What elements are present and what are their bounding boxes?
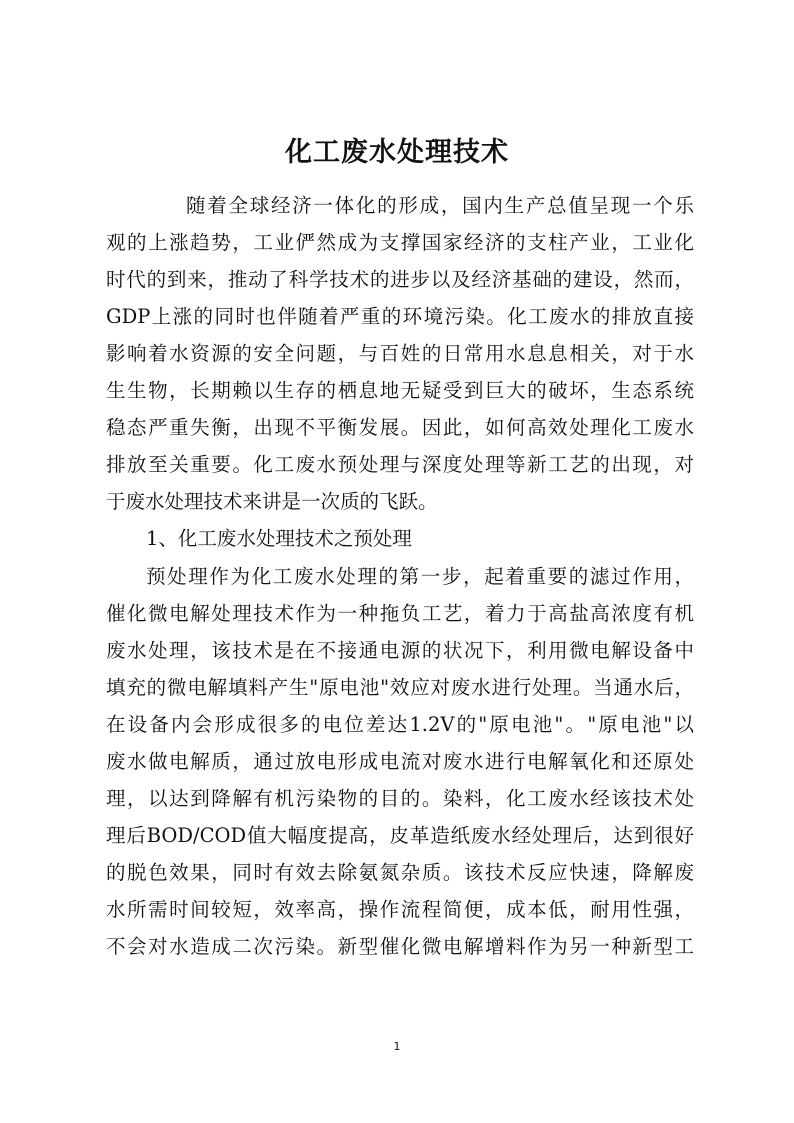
paragraph-1-line-5: 影响着水资源的安全问题，与百姓的日常用水息息相关，对于水: [106, 342, 694, 365]
paragraph-2-line-2: 催化微电解处理技术作为一种拖负工艺，着力于高盐高浓度有机: [106, 602, 694, 625]
section-heading-1: 1、化工废水处理技术之预处理: [146, 527, 412, 550]
paragraph-2-line-4: 填充的微电解填料产生"原电池"效应对废水进行处理。当通水后，: [106, 676, 694, 699]
paragraph-1-line-7: 稳态严重失衡，出现不平衡发展。因此，如何高效处理化工废水: [106, 416, 694, 439]
paragraph-2-line-5: 在设备内会形成很多的电位差达1.2V的"原电池"。"原电池"以: [106, 713, 694, 736]
paragraph-1-line-6: 生生物，长期赖以生存的栖息地无疑受到巨大的破坏，生态系统: [106, 379, 694, 402]
paragraph-1-line-1: 随着全球经济一体化的形成，国内生产总值呈现一个乐: [186, 194, 694, 217]
paragraph-2-line-10: 水所需时间较短，效率高，操作流程简便，成本低，耐用性强，: [106, 898, 694, 921]
paragraph-2-line-11: 不会对水造成二次污染。新型催化微电解增料作为另一种新型工: [106, 935, 694, 958]
paragraph-2-line-3: 废水处理，该技术是在不接通电源的状况下，利用微电解设备中: [106, 639, 694, 662]
paragraph-2-line-7: 理，以达到降解有机污染物的目的。染料，化工废水经该技术处: [106, 787, 694, 810]
paragraph-2-line-9: 的脱色效果，同时有效去除氨氮杂质。该技术反应快速，降解废: [106, 861, 694, 884]
document-title: 化工废水处理技术: [285, 137, 509, 168]
paragraph-1-line-2: 观的上涨趋势，工业俨然成为支撑国家经济的支柱产业，工业化: [106, 231, 694, 254]
paragraph-1-line-4: GDP上涨的同时也伴随着严重的环境污染。化工废水的排放直接: [106, 305, 694, 328]
paragraph-1-line-9: 于废水处理技术来讲是一次质的飞跃。: [106, 490, 438, 513]
paragraph-1-line-8: 排放至关重要。化工废水预处理与深度处理等新工艺的出现，对: [106, 453, 694, 476]
paragraph-1-line-3: 时代的到来，推动了科学技术的进步以及经济基础的建设，然而，: [106, 268, 694, 291]
page-number: 1: [393, 1040, 401, 1053]
paragraph-2-line-8: 理后BOD/COD值大幅度提高，皮革造纸废水经处理后，达到很好: [106, 824, 694, 847]
paragraph-2-line-6: 废水做电解质，通过放电形成电流对废水进行电解氧化和还原处: [106, 750, 694, 773]
paragraph-2-line-1: 预处理作为化工废水处理的第一步，起着重要的滤过作用，: [146, 565, 694, 588]
